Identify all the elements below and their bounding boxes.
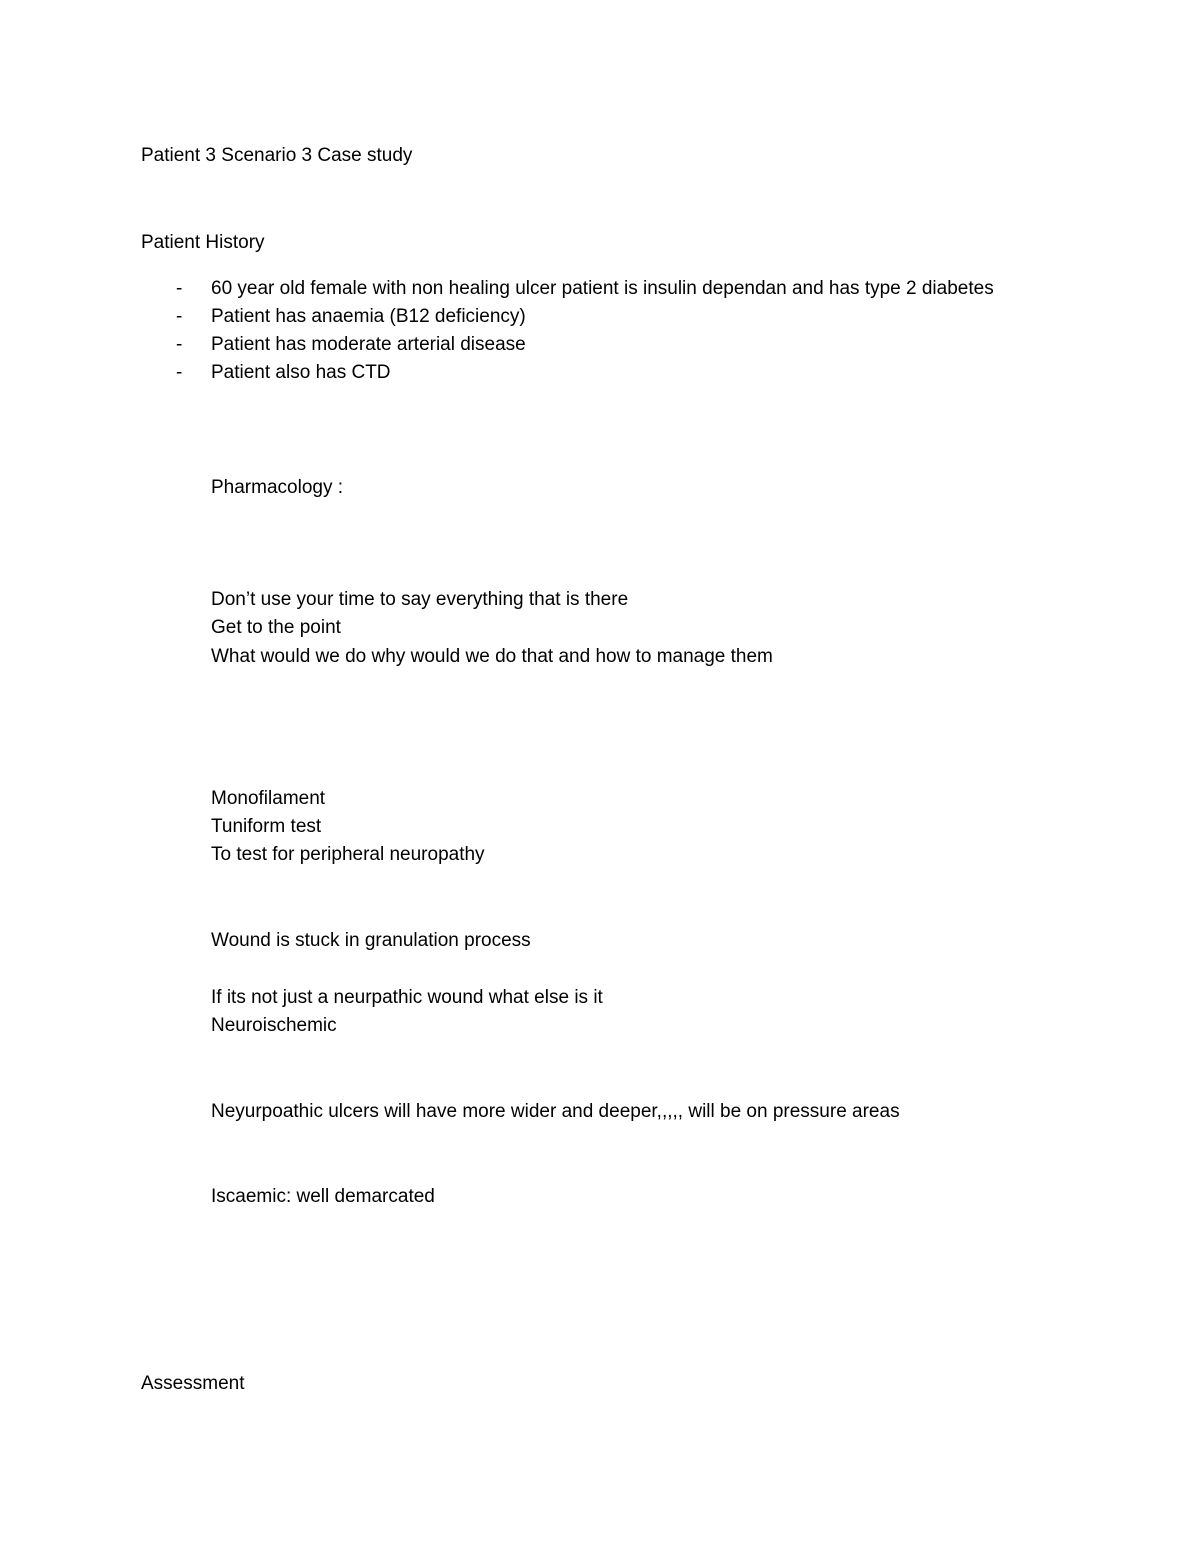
document-title: Patient 3 Scenario 3 Case study (141, 145, 413, 166)
advice-line: What would we do why would we do that and how to manage them (211, 646, 773, 667)
assessment-heading: Assessment (141, 1373, 245, 1394)
bullet-dash: - (176, 362, 183, 383)
list-item-text: 60 year old female with non healing ulcer patient is insulin dependan and has type 2 diabetes (211, 278, 994, 299)
list-item-text: Patient also has CTD (211, 362, 391, 383)
pharmacology-label: Pharmacology : (211, 477, 344, 498)
test-line: Tuniform test (211, 816, 322, 837)
question-line: Neuroischemic (211, 1015, 337, 1036)
list-item-text: Patient has anaemia (B12 deficiency) (211, 306, 526, 327)
list-item-text: Patient has moderate arterial disease (211, 334, 526, 355)
advice-line: Don’t use your time to say everything that is there (211, 589, 629, 610)
patient-history-heading: Patient History (141, 232, 265, 253)
wound-note: Wound is stuck in granulation process (211, 930, 531, 951)
bullet-dash: - (176, 334, 183, 355)
ischaemic-note: Iscaemic: well demarcated (211, 1186, 435, 1207)
test-line: To test for peripheral neuropathy (211, 844, 485, 865)
neuropathic-note: Neyurpoathic ulcers will have more wider and deeper,,,,, will be on pressure areas (211, 1101, 900, 1122)
bullet-dash: - (176, 306, 183, 327)
question-line: If its not just a neurpathic wound what else is it (211, 987, 603, 1008)
advice-line: Get to the point (211, 617, 341, 638)
test-line: Monofilament (211, 788, 326, 809)
bullet-dash: - (176, 278, 183, 299)
